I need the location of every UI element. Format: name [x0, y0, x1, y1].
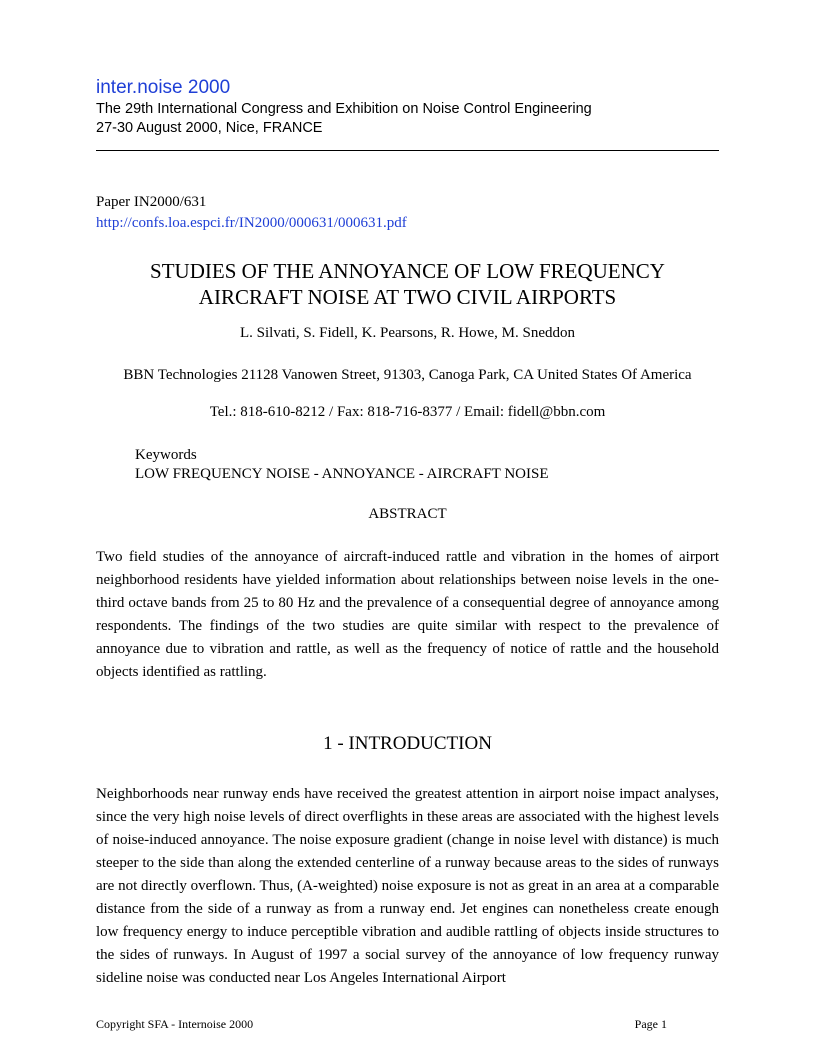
footer-page-number: Page 1 [634, 1017, 667, 1031]
paper-title [96, 258, 719, 310]
title-line-1: STUDIES OF THE ANNOYANCE OF LOW FREQUENCY [150, 259, 665, 283]
congress-title: The 29th International Congress and Exhibition on Noise Control Engineering [96, 101, 592, 117]
affiliation-address: BBN Technologies 21128 Vanowen Street, 91303, Canoga Park, CA United States Of America [123, 367, 692, 383]
conference-brand: inter.noise 2000 [96, 77, 231, 98]
paper-id: Paper IN2000/631 [96, 194, 207, 210]
keywords-list: LOW FREQUENCY NOISE - ANNOYANCE - AIRCRAFT NOISE [135, 466, 549, 482]
page-footer [96, 1017, 667, 1032]
header-divider [96, 150, 719, 151]
paper-url-link[interactable]: http://confs.loa.espci.fr/IN2000/000631/000631.pdf [96, 215, 407, 231]
abstract-text: Two field studies of the annoyance of aircraft-induced rattle and vibration in the homes of airport neighborhood residents have yielded information about relationships between noise levels in the one-third octave bands from 25 to 80 Hz and the prevalence of a consequential degree of annoyance among respondents. The findings of the two studies are quite similar with respect to the prevalence of annoyance due to vibration and rattle, as well as the frequency of notice of rattle and the household objects identified as rattling. [96, 549, 719, 680]
introduction-text: Neighborhoods near runway ends have received the greatest attention in airport noise impact analyses, since the very high noise levels of direct overflights in these areas are associated with the highest levels of noise-induced annoyance. The noise exposure gradient (change in noise level with distance) is much steeper to the side than along the extended centerline of a runway because areas to the sides of runways are not directly overflown. Thus, (A-weighted) noise exposure is not as great in an area at a comparable distance from the side of a runway as from a runway end. Jet engines can nonetheless create enough low frequency energy to induce perceptible vibration and audible rattling of objects inside structures to the sides of runways. In August of 1997 a social survey of the annoyance of low frequency runway sideline noise was conducted near Los Angeles International Airport [96, 786, 719, 986]
keywords-label: Keywords [135, 447, 197, 463]
affiliation-contact: Tel.: 818-610-8212 / Fax: 818-716-8377 / Email: fidell@bbn.com [209, 404, 606, 420]
abstract-heading: ABSTRACT [368, 506, 447, 522]
conference-dates: 27-30 August 2000, Nice, FRANCE [96, 120, 323, 136]
footer-copyright: Copyright SFA - Internoise 2000 [96, 1017, 254, 1031]
authors: L. Silvati, S. Fidell, K. Pearsons, R. Howe, M. Sneddon [239, 325, 575, 341]
introduction-heading: 1 - INTRODUCTION [323, 733, 492, 754]
title-line-2: AIRCRAFT NOISE AT TWO CIVIL AIRPORTS [198, 285, 617, 309]
